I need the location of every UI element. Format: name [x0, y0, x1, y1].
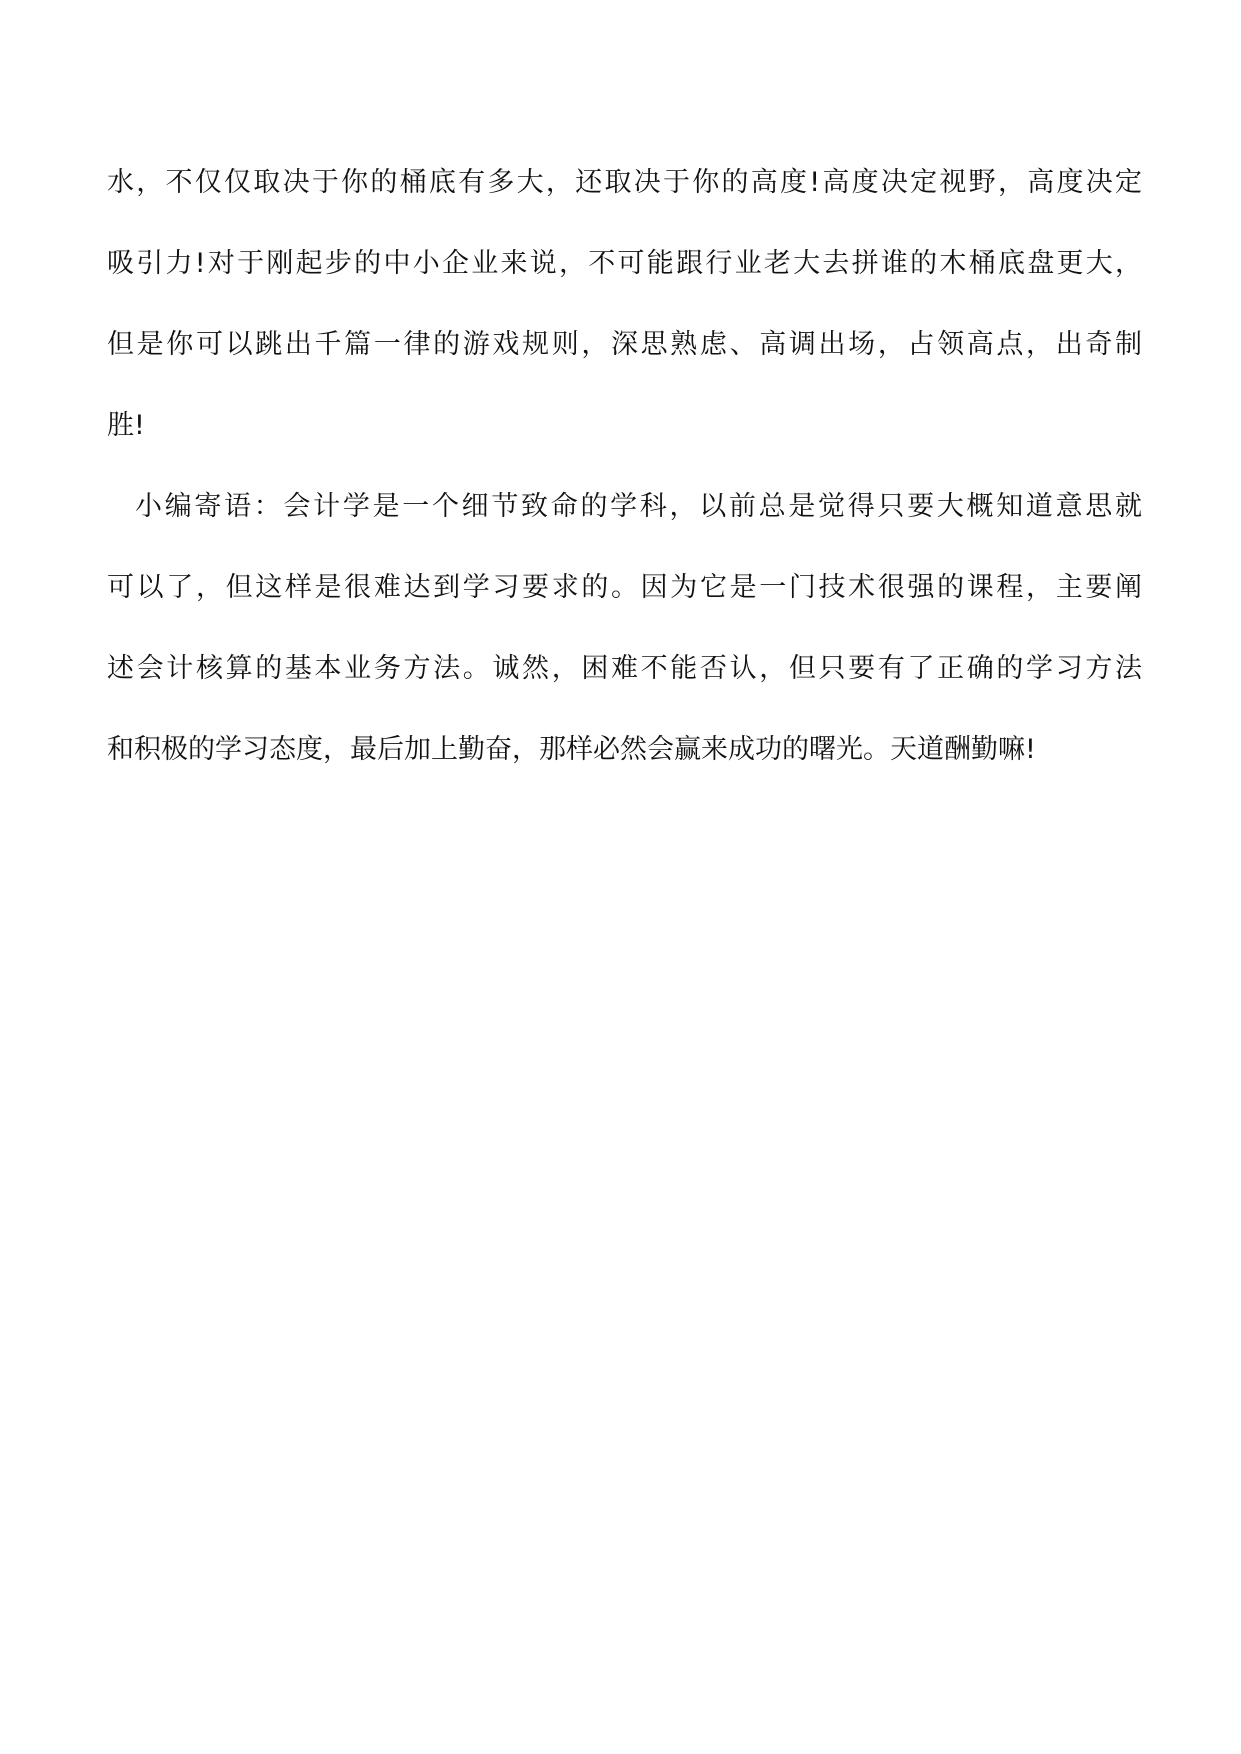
paragraph-line: 吸引力!对于刚起步的中小企业来说，不可能跟行业老大去拼谁的木桶底盘更大，: [107, 248, 1142, 279]
paragraph-line: 可以了，但这样是很难达到学习要求的。因为它是一门技术很强的课程，主要阐: [107, 572, 1142, 603]
paragraph-line: 胜!: [107, 410, 145, 441]
document-body: [107, 158, 1142, 806]
paragraph-line: 但是你可以跳出千篇一律的游戏规则，深思熟虑、高调出场，占领高点，出奇制: [107, 329, 1142, 360]
paragraph-line: 述会计核算的基本业务方法。诚然，困难不能否认，但只要有了正确的学习方法: [107, 653, 1142, 684]
paragraph-line: 水，不仅仅取决于你的桶底有多大，还取决于你的高度!高度决定视野，高度决定: [107, 167, 1142, 198]
paragraph: [107, 482, 1142, 806]
paragraph: [107, 158, 1142, 482]
paragraph-line: 和积极的学习态度，最后加上勤奋，那样必然会赢来成功的曙光。天道酬勤嘛!: [107, 734, 1036, 765]
paragraph-line: 小编寄语：会计学是一个细节致命的学科，以前总是觉得只要大概知道意思就: [135, 491, 1142, 522]
